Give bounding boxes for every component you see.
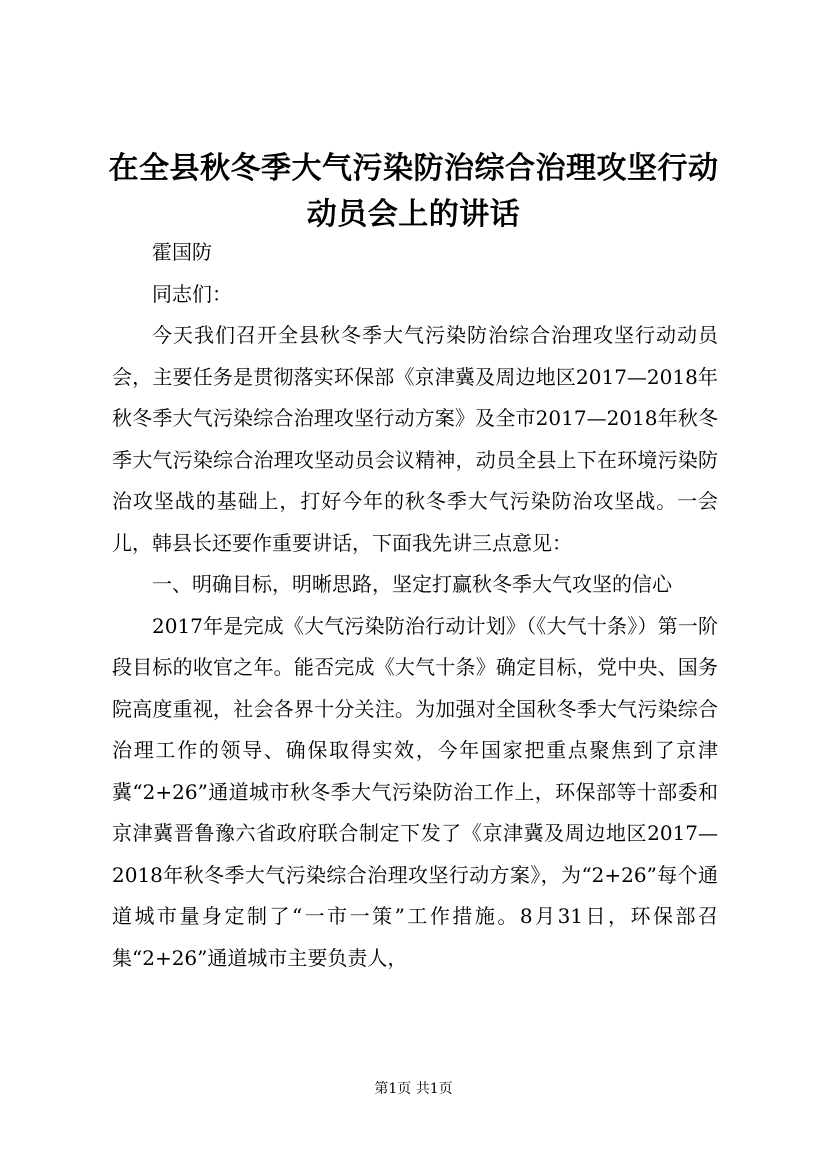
document-body [112,232,718,979]
paragraph-intro: 今天我们召开全县秋冬季大气污染防治综合治理攻坚行动动员会，主要任务是贯彻落实环保部《京津冀及周边地区2017—2018年秋冬季大气污染综合治理攻坚行动方案》及全市2017—2018年秋冬季大气污染综合治理攻坚动员会议精神，动员全县上下在环境污染防治攻坚战的基础上，打好今年的秋冬季大气污染防治攻坚战。一会儿，韩县长还要作重要讲话，下面我先讲三点意见： [112,323,718,555]
title-line-2: 动员会上的讲话 [306,197,521,232]
title-line-1: 在全县秋冬季大气污染防治综合治理攻坚行动 [108,151,719,186]
document-title [100,146,727,238]
author-name: 霍国防 [152,240,212,264]
page-number: 第1页 共1页 [374,1081,453,1097]
paragraph-body: 2017年是完成《大气污染防治行动计划》（《大气十条》）第一阶段目标的收官之年。能否完成《大气十条》确定目标，党中央、国务院高度重视，社会各界十分关注。为加强对全国秋冬季大气污染综合治理工作的领导、确保取得实效，今年国家把重点聚焦到了京津冀“2+26”通道城市秋冬季大气污染防治工作上，环保部等十部委和京津冀晋鲁豫六省政府联合制定下发了《京津冀及周边地区2017—2018年秋冬季大气污染综合治理攻坚行动方案》，为“2+26”每个通道城市量身定制了“一市一策”工作措施。8月31日，环保部召集“2+26”通道城市主要负责人， [112,613,718,970]
greeting: 同志们： [152,281,232,306]
section-heading-1: 一、明确目标，明晰思路，坚定打赢秋冬季大气攻坚的信心 [152,572,672,596]
